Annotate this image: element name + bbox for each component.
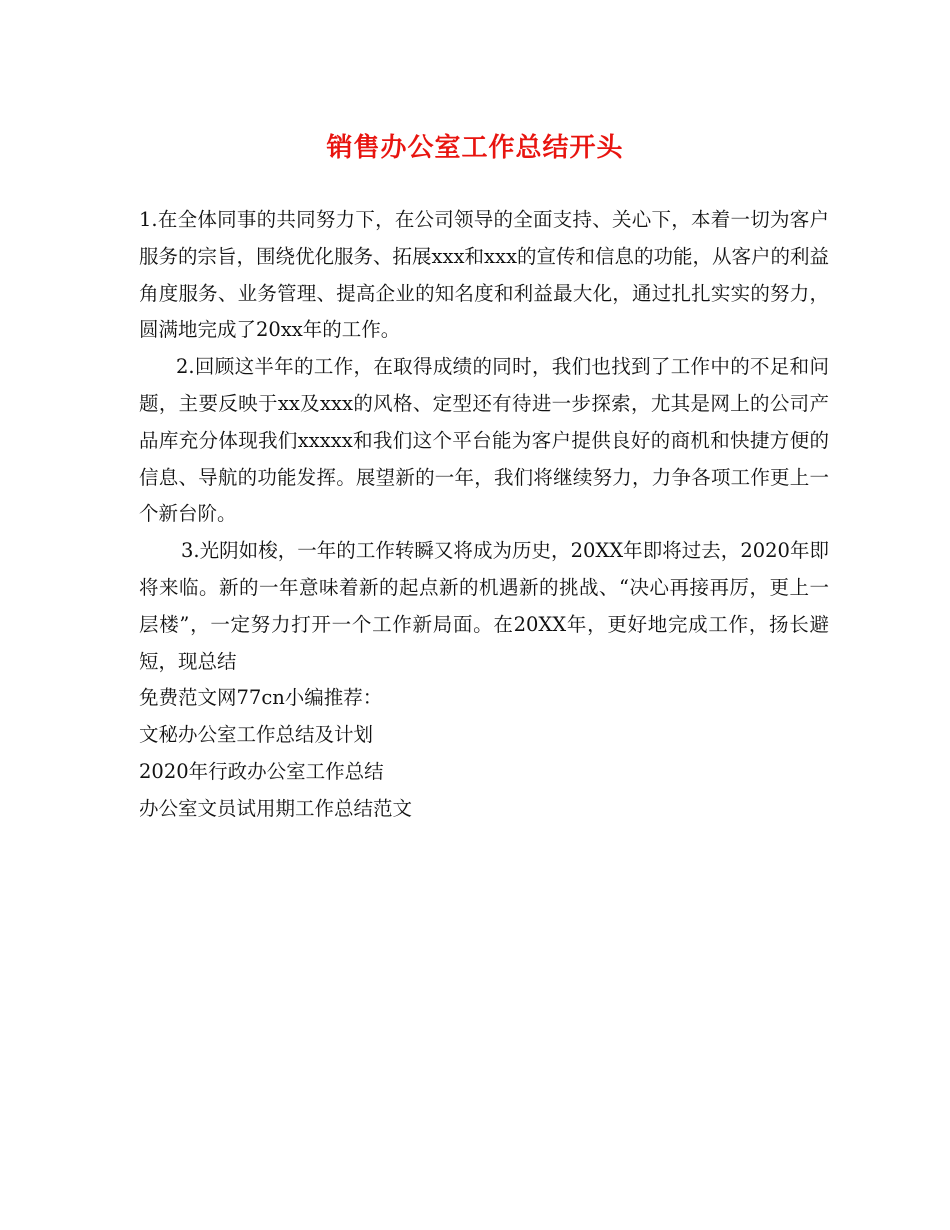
related-article-link[interactable]: 文秘办公室工作总结及计划 [139,723,374,747]
document-body [139,202,829,828]
recommend-label: 免费范文网77cn小编推荐： [139,686,383,710]
document-title: 销售办公室工作总结开头 [326,133,624,163]
paragraph-3: 3.光阴如梭，一年的工作转瞬又将成为历史，20XX年即将过去，2020年即将来临。新的一年意味着新的起点新的机遇新的挑战、“决心再接再厉，更上一层楼”，一定努力打开一个工作新局面。在20XX年，更好地完成工作，扬长避短，现总结 [139,539,829,673]
related-article-link[interactable]: 2020年行政办公室工作总结 [139,759,384,783]
paragraph-2: 2.回顾这半年的工作，在取得成绩的同时，我们也找到了工作中的不足和问题，主要反映于xx及xxx的风格、定型还有待进一步探索，尤其是网上的公司产品库充分体现我们xxxxx和我们这个平台能为客户提供良好的商机和快捷方便的信息、导航的功能发挥。展望新的一年，我们将继续努力，力争各项工作更上一个新台阶。 [139,355,829,526]
paragraph-1: 1.在全体同事的共同努力下，在公司领导的全面支持、关心下，本着一切为客户服务的宗旨，围绕优化服务、拓展xxx和xxx的宣传和信息的功能，从客户的利益角度服务、业务管理、提高企业的知名度和利益最大化，通过扎扎实实的努力，圆满地完成了20xx年的工作。 [139,208,829,342]
related-article-link[interactable]: 办公室文员试用期工作总结范文 [139,796,413,820]
